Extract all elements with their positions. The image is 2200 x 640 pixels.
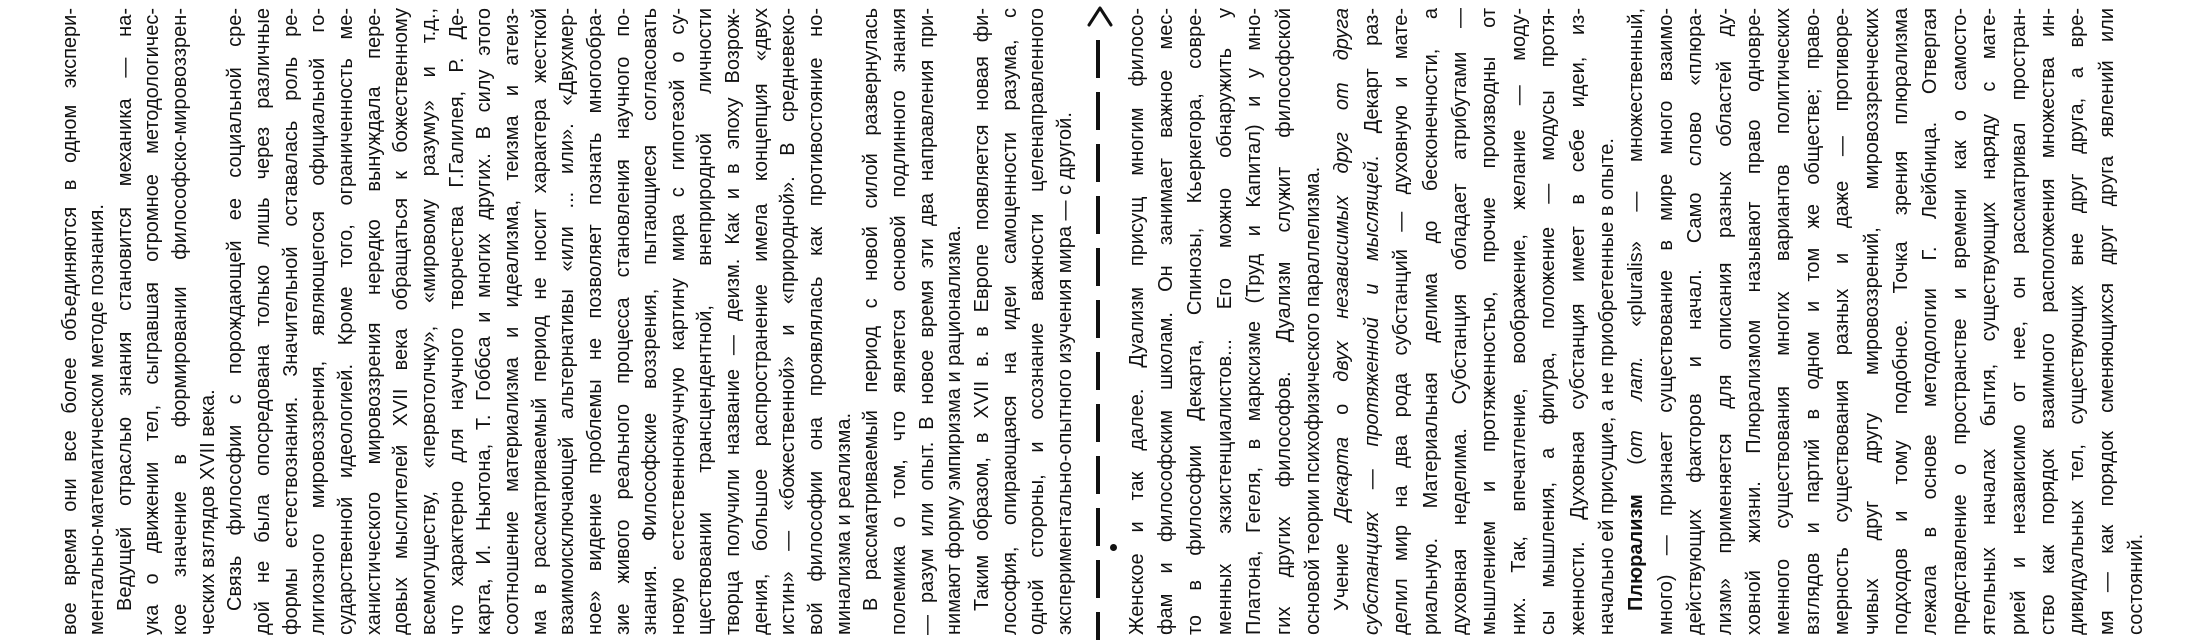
text-line: [1241, 8, 1268, 635]
text-line: карта, И. Ньютона, Т. Гоббса и многих других. В силу этого: [473, 7, 496, 635]
text-segment: делил мир на два рода субстанций — духовную и мате-: [1390, 7, 1413, 635]
text-segment: сы мышления, а фигура, положение — модусы протя-: [1537, 7, 1560, 635]
text-line: Ведущей отраслью знания становится механика — на-: [113, 7, 136, 611]
text-line: ука о движении тел, сыгравшая огромное методологичес-: [141, 7, 164, 635]
text-line: [1623, 8, 1650, 635]
text-line: одной стороны, и осознание важности целенаправленного: [1026, 7, 1049, 635]
text-segment: основой теории психофизического параллелизма.: [1301, 166, 1324, 635]
text-line: [1271, 8, 1298, 635]
text-line: [2035, 8, 2062, 635]
text-segment: «pluralis» — множественный,: [1625, 7, 1648, 356]
text-line: [1212, 8, 1239, 635]
text-segment: начально ей присущие, а не приобретенные в опыте.: [1595, 137, 1618, 635]
text-line: лософия, опирающаяся на идеи самоценности разума, с: [998, 7, 1021, 635]
text-line: соотношение материализма и идеализма, теизма и атеиз-: [500, 7, 523, 635]
text-line: довых мыслителей XVII века обращаться к божественному: [390, 7, 413, 635]
text-line: В рассматриваемый период с новой силой развернулась: [860, 7, 883, 611]
text-segment: взглядов и партий в одном и том же обществе; право-: [1801, 7, 1824, 635]
text-segment: мерность существования разных и даже — противоре-: [1831, 7, 1854, 635]
text-line: [1741, 8, 1768, 635]
text-segment: гих других философов. Дуализм служит философской: [1272, 7, 1295, 635]
text-segment: фам и философским школам. Он занимает важное мес-: [1154, 7, 1177, 635]
italic-text: протяженной и мыслящей: [1360, 160, 1383, 447]
text-segment: то в философии Декарта, Спинозы, Кьеркегора, совре-: [1184, 7, 1207, 635]
text-segment: мя — как порядок сменяющихся друг друга явлений или: [2095, 7, 2118, 635]
text-segment: мышлением и протяженностью, прочие производны от: [1478, 7, 1501, 635]
text-line: что характерно для научного творчества Г.Галилея, Р. Де-: [445, 7, 468, 635]
text-line: [1917, 8, 1944, 635]
text-line: ханистического мировоззрения нередко вынуждала пере-: [362, 7, 385, 635]
text-line: [1653, 8, 1680, 635]
text-line: лигиозного мировоззрения, являющегося официальной го-: [307, 7, 330, 635]
text-segment: (: [1625, 457, 1648, 494]
text-segment: лизм» применяется для описания разных областей ду-: [1713, 7, 1736, 635]
text-line: Связь философии с порождающей ее социальной сре-: [224, 7, 247, 611]
italic-text: двух независимых друг от друга: [1331, 7, 1354, 382]
dashed-cut-line-icon: [1096, 40, 1100, 640]
text-line: [1535, 8, 1562, 635]
text-line: [1888, 8, 1915, 635]
text-segment: риальную. Материальная делима до бесконечности, а: [1419, 7, 1442, 635]
bold-text: Плюрализм: [1625, 493, 1648, 611]
text-line: знания. Философские воззрения, пытающиеся согласовать: [639, 7, 662, 635]
text-line: [1859, 8, 1886, 635]
text-line: вое время они все более объединяются в одном экспери-: [58, 7, 81, 635]
text-line: [1182, 8, 1209, 635]
text-line: кое значение в формировании философско-мировоззрен-: [169, 7, 192, 635]
text-line: сударственной идеологией. Кроме того, ограниченность ме-: [335, 7, 357, 635]
text-segment: . Декарт раз-: [1360, 7, 1383, 161]
text-line: [1947, 8, 1974, 635]
text-line: Таким образом, в XVII в. в Европе появляется новая фи-: [970, 7, 993, 611]
text-segment: много) — признает существование в мире много взаимо-: [1654, 7, 1677, 635]
text-segment: Платона, Гегеля, в марксизме (Труд и Капитал) и у мно-: [1243, 7, 1266, 635]
text-line: всемогуществу, «первотолчку», «мировому разуму» и т.д.,: [417, 7, 440, 635]
text-line: [1506, 8, 1533, 635]
text-line: [1976, 8, 2003, 635]
text-segment: женности. Духовная субстанция имеет в себе идеи, из-: [1566, 7, 1589, 635]
text-segment: ятельных началах бытия, существующих наряду с мате-: [1978, 7, 2001, 635]
text-line: экспериментально-опытного изучения мира — с другой.: [1053, 111, 1076, 635]
text-segment: действующих факторов и начал. Само слово «плюра-: [1684, 7, 1707, 635]
text-line: [2123, 8, 2150, 635]
text-line: истин» — «божественной» и «природной». В средневеко-: [777, 7, 800, 635]
text-line: [2064, 8, 2091, 635]
italic-text: субстанциях: [1360, 511, 1383, 635]
text-segment: представление о пространстве и времени как о самосто-: [1948, 7, 1971, 635]
text-segment: Женское и так далее. Дуализм присущ многим филосо-: [1125, 7, 1148, 635]
text-line: зие живого реального процесса становления научного по-: [611, 7, 634, 635]
text-line: ное» видение проблемы не позволяет познать многообра-: [583, 7, 606, 635]
text-line: [1712, 8, 1739, 635]
text-segment: Учение: [1331, 520, 1354, 611]
text-line: дой не была опосредована только лишь через различные: [252, 7, 275, 635]
text-line: полемика о том, что является основой подлинного знания: [888, 7, 910, 635]
text-line: [1682, 8, 1709, 635]
text-line: [2006, 8, 2033, 635]
text-segment: подходов и тому подобное. Точка зрения плюрализма: [1889, 7, 1912, 635]
text-line: [1829, 8, 1856, 635]
text-line: формы естествознания. Значительной оставалась роль ре-: [279, 7, 302, 635]
text-line: [1388, 8, 1415, 635]
italic-text: Декарта: [1331, 436, 1354, 521]
text-segment: —: [1360, 446, 1383, 512]
text-segment: о: [1331, 381, 1354, 437]
text-segment: менного существования многих вариантов политических: [1772, 7, 1795, 635]
text-segment: ство как порядок взаимного расположения множества ин-: [2036, 7, 2059, 635]
text-line: нимают форму эмпиризма и рационализма.: [943, 224, 966, 635]
text-segment: дивидуальных тел, существующих вне друг друга, а вре-: [2066, 7, 2089, 635]
text-segment: ховной жизни. Плюрализмом называют право одновре-: [1742, 7, 1765, 635]
text-line: вой философии она проявлялась как противостояние но-: [805, 7, 828, 635]
text-line: [1565, 8, 1592, 635]
text-segment: них. Так, впечатление, воображение, желание — моду-: [1507, 7, 1530, 635]
chevron-up-icon: [1086, 4, 1114, 28]
text-line: [1153, 8, 1180, 635]
dot-mark-icon: [1110, 544, 1117, 551]
text-line: ментально-математическом методе познания.: [86, 203, 109, 635]
text-line: [1447, 8, 1474, 635]
text-line: ществовании трансцендентной, внеприродной личности: [694, 7, 717, 635]
text-line: минализма и реализма.: [832, 412, 855, 635]
text-line: [1329, 8, 1356, 635]
italic-text: от лат.: [1625, 355, 1648, 458]
text-line: [1300, 8, 1327, 635]
text-segment: менных экзистенциалистов... Его можно обнаружить у: [1213, 7, 1236, 635]
text-line: [1594, 8, 1621, 635]
text-segment: духовная неделима. Субстанция обладает атрибутами —: [1448, 7, 1471, 635]
text-line: [2094, 8, 2121, 635]
text-line: творца получили название — деизм. Как и в эпоху Возрож-: [722, 7, 745, 635]
right-page: [1120, 0, 2200, 640]
text-segment: лежала в основе методологии Г. Лейбница. Отвергая: [1919, 7, 1942, 635]
text-line: [1359, 8, 1386, 635]
text-line: [1770, 8, 1797, 635]
text-line: — разум или опыт. В новое время эти два направления при-: [915, 7, 938, 635]
text-line: новую естественнонаучную картину мира с гипотезой о су-: [666, 7, 689, 635]
left-page: [0, 0, 1085, 640]
text-segment: чивых друг другу мировоззрений, мировоззренческих: [1860, 7, 1883, 635]
text-line: ческих взглядов XVII века.: [196, 388, 219, 635]
text-line: взаимоисключающей альтернативы «или ... или». «Двухмер-: [556, 7, 579, 635]
text-segment: состояний.: [2125, 533, 2148, 635]
text-line: [1418, 8, 1445, 635]
text-line: [1476, 8, 1503, 635]
text-line: дения, большое распространение имела концепция «двух: [749, 7, 772, 635]
text-segment: рией и независимо от нее, он рассматривал простран-: [2007, 7, 2030, 635]
text-line: [1124, 8, 1151, 635]
text-line: [1800, 8, 1827, 635]
text-line: ма в рассматриваемый период не носит характера жесткой: [528, 7, 551, 635]
